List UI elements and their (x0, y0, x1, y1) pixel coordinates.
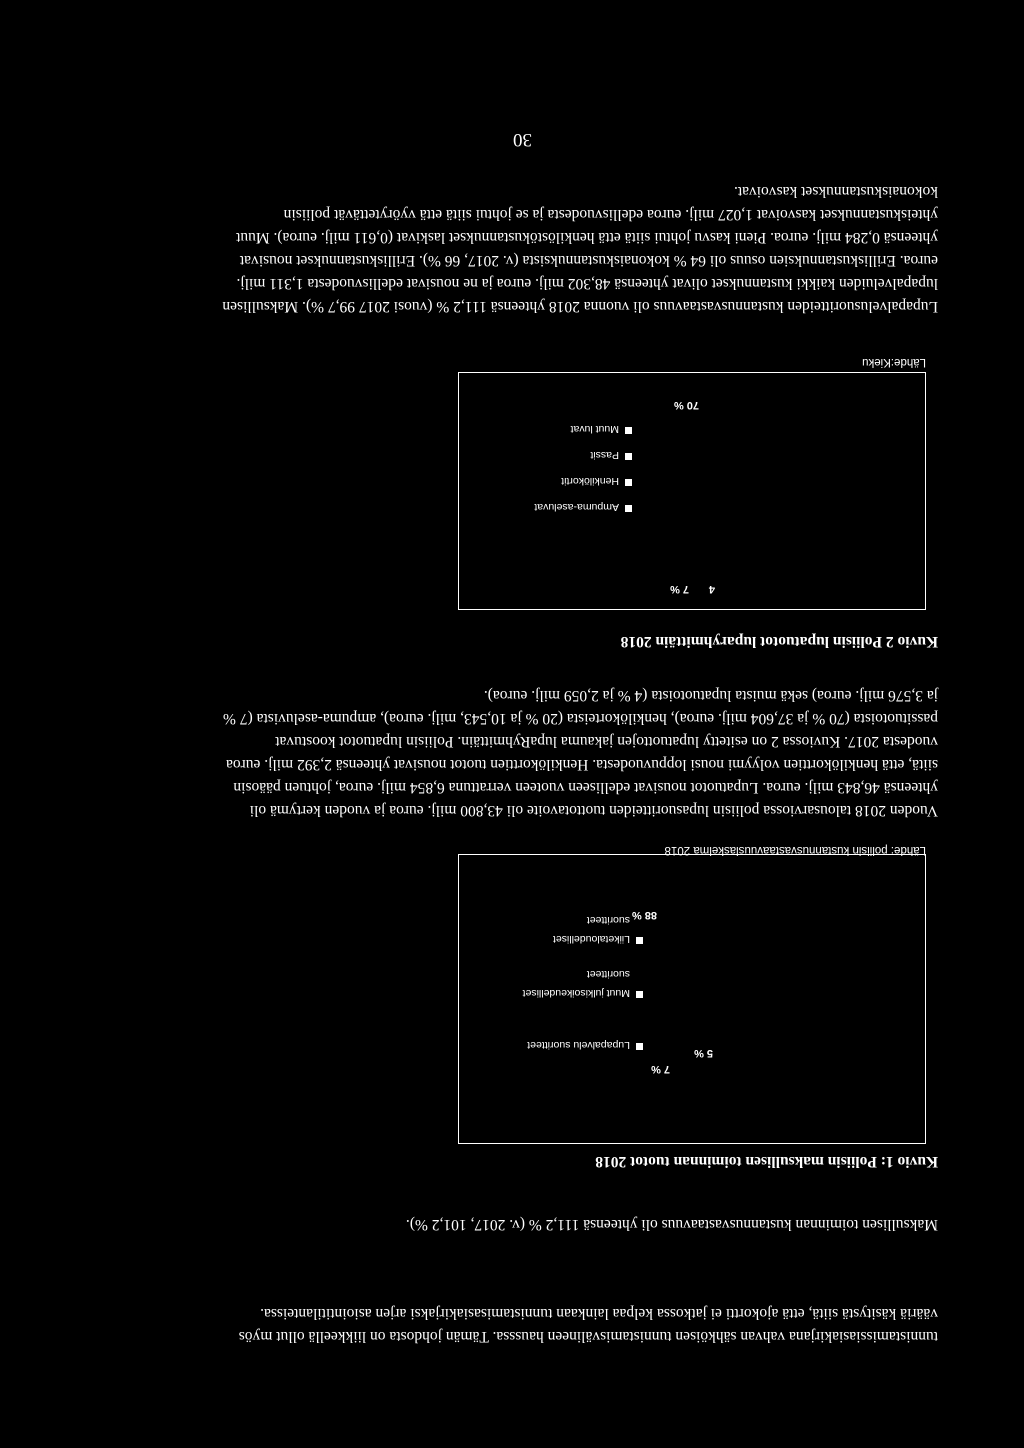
intro-line: tunnistamissiasiakirjana vahvan sähköisen tunnistamisvälineen hausssa. Tämän johdosta on liikkeellä ollut myös (238, 1328, 938, 1345)
final-line: lupapalveluiden kaikki kustannukset olivat yhteensä 48,302 milj. euroa ja ne nousivat edellisvuodesta 1,311 milj. (236, 275, 938, 292)
intro-line: vääriä käsitystä siitä, että ajokortti ei jatkossa kelpaa lainkaan tunnistamisasiakirjaksi arjen asiointitilanteissa. (260, 1305, 938, 1322)
revenue-line: vuodesta 2017. Kuviossa 2 on esitetty lupatuottojen jakauma lupaRyhmittäin. Poliisin lupatuotot koostuvat (275, 733, 938, 750)
legend-item-passit: Passit (590, 448, 632, 461)
final-line: yhteiskustannukset kasvoivat 1,027 milj. euroa edellisvuodesta ja se johtui siitä että vyörytettävät poliisin (283, 206, 938, 223)
final-line: yhteensä 0,284 milj. euroa. Pieni kasvu johtui siitä että henkilöstökustannukset laskivat (0,611 milj. euroa). Muut (236, 229, 938, 246)
figure1-caption: Kuvio 1: Poliisin maksullisen toiminnan tuotot 2018 (595, 1153, 938, 1170)
figure1-chart-box (458, 854, 926, 1144)
legend-item-muut-julkisoikeudelliset: Muut julkisoikeudelliset suoritteet (523, 967, 643, 999)
fig1-label-88: 88 % (631, 909, 657, 921)
legend-swatch-icon (636, 1043, 643, 1050)
revenue-line: siitä, että henkilökorttien volyymi nousi loppuvuodesta. Henkilökorttien tuotot nousivat yhteensä 2,392 milj. euroa (225, 756, 938, 773)
figure2-caption: Kuvio 2 Poliisin lupatuotot luparyhmittäin 2018 (620, 633, 938, 650)
final-line: kokonaiskustannukset kasvoivat. (733, 183, 938, 200)
final-line: euroa. Erilliskustannuksien osuus oli 64 % kokonaiskustannuksista (v. 2017, 66 %). Erilliskustannukset nousivat (239, 252, 938, 269)
intro-paragraph (98, 1302, 938, 1348)
revenue-line: passituotoista (70 % ja 37,604 milj. euroa), henkilökorteista (20 % ja 10,543, milj. euroa), ampuma-aseluvista (7 % (223, 710, 938, 727)
page-number: 30 (513, 129, 532, 150)
cost-sentence: Maksullisen toiminnan kustannusvastaavuus oli yhteensä 111,2 % (v. 2017, 101,2 %). (405, 1216, 938, 1233)
figure2-source: Lähde:Kieku (862, 356, 926, 368)
fig1-label-5: 5 % (694, 1047, 713, 1059)
legend-item-ampuma-aseluvat: Ampuma-aseluvat (534, 500, 632, 513)
revenue-line: ja 3,576 milj. euroa) sekä muista lupatuotoista (4 % ja 2,059 milj. euroa). (483, 687, 938, 704)
legend-item-lupapalvelu: Lupapalvelu suoritteet (527, 1038, 643, 1051)
legend-swatch-icon (625, 479, 632, 486)
figure2-chart-box (458, 372, 926, 610)
legend-item-liiketaloudelliset: Liiketaloudelliset suoritteet (553, 913, 643, 945)
revenue-paragraph (98, 684, 938, 822)
legend-item-henkilokortit: Henkilökortit (561, 474, 632, 487)
fig2-label-70: 70 % (673, 399, 699, 411)
fig1-legend (483, 891, 643, 1051)
final-line: Lupapalvelusuoritteiden kustannusvastaavuus oli vuonna 2018 yhteensä 111,2 % (vuosi 2017 99,7 %). Maksullisen (222, 298, 938, 315)
legend-item-muut-luvat: Muut luvat (571, 422, 632, 435)
revenue-line: yhteensä 46,843 milj. euroa. Lupatuotot nousivat edelliseen vuoteen verrattuna 6,854 milj. euroa, johtuen pääosin (233, 779, 938, 796)
revenue-line: Vuoden 2018 talousarviossa poliisin lupasuoritteiden tuottotavoite oli 43,800 milj. euroa ja vuoden kertymä oli (249, 802, 938, 819)
fig2-label-7: 7 % (670, 583, 689, 595)
legend-swatch-icon (625, 427, 632, 434)
legend-swatch-icon (636, 937, 643, 944)
fig2-legend (472, 413, 632, 513)
fig2-label-4: 4 (708, 583, 715, 595)
legend-swatch-icon (625, 505, 632, 512)
legend-swatch-icon (625, 453, 632, 460)
final-paragraph (98, 180, 938, 318)
figure1-source: Lähde: poliisin kustannusvastaavuuslaskelma 2018 (664, 844, 926, 856)
legend-swatch-icon (636, 991, 643, 998)
fig1-label-7: 7 % (651, 1063, 670, 1075)
